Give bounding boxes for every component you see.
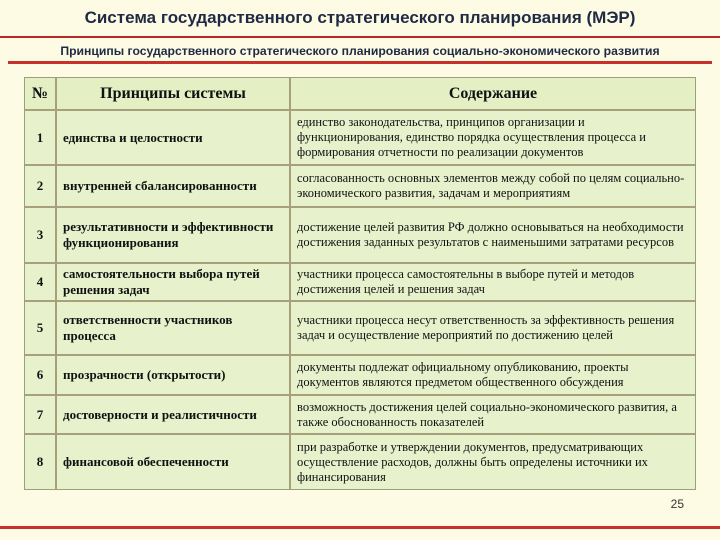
row-number: 7 <box>25 396 57 433</box>
row-principle: достоверности и реалистичности <box>57 396 291 433</box>
row-principle: прозрачности (открытости) <box>57 356 291 394</box>
row-number: 5 <box>25 302 57 354</box>
row-number: 3 <box>25 208 57 262</box>
row-principle: ответственности участников процесса <box>57 302 291 354</box>
row-number: 4 <box>25 264 57 300</box>
table-row <box>25 356 695 396</box>
table-row <box>25 208 695 264</box>
row-content: при разработке и утверждении документов, предусматривающих осуществление расходов, должны быть определены источники их финансирования <box>297 439 648 484</box>
row-content: документы подлежат официальному опубликованию, проекты документов являются предметом общественного обсуждения <box>297 360 629 389</box>
row-principle: результативности и эффективности функционирования <box>57 208 291 262</box>
table-row <box>25 435 695 489</box>
table-row <box>25 264 695 302</box>
slide-title: Система государственного стратегического планирования (МЭР) <box>84 8 636 27</box>
row-principle: единства и целостности <box>57 111 291 164</box>
header-principle: Принципы системы <box>57 78 291 109</box>
title-underline <box>0 36 720 38</box>
row-content: единство законодательства, принципов организации и функционирования, единство порядка осуществления процесса и формирования отчетности по реализации документов <box>297 115 646 159</box>
subtitle-underline <box>8 61 712 64</box>
row-content: согласованность основных элементов между собой по целям социально-экономического развития, задачам и мероприятиям <box>297 171 685 200</box>
row-principle: самостоятельности выбора путей решения задач <box>57 264 291 300</box>
row-number: 8 <box>25 435 57 489</box>
table-header-row <box>25 78 695 111</box>
row-content: достижение целей развития РФ должно основываться на необходимости достижения заданных результатов с наименьшими затратами ресурсов <box>297 220 684 249</box>
row-principle: внутренней сбалансированности <box>57 166 291 206</box>
header-content: Содержание <box>448 84 538 102</box>
slide-subtitle: Принципы государственного стратегического планирования социально-экономического развития <box>60 44 660 58</box>
bottom-rule <box>0 526 720 529</box>
table-row <box>25 166 695 208</box>
table-row <box>25 302 695 356</box>
header-num: № <box>25 78 57 109</box>
page-number: 25 <box>670 497 684 511</box>
row-principle: финансовой обеспеченности <box>57 435 291 489</box>
row-content: участники процесса самостоятельны в выборе путей и методов достижения целей и решения задач <box>297 267 635 296</box>
row-number: 2 <box>25 166 57 206</box>
principles-table <box>24 77 696 490</box>
table-row <box>25 396 695 435</box>
row-number: 6 <box>25 356 57 394</box>
row-number: 1 <box>25 111 57 164</box>
table-row <box>25 111 695 166</box>
row-content: возможность достижения целей социально-экономического развития, а также обоснованность показателей <box>297 399 677 429</box>
row-content: участники процесса несут ответственность за эффективность решения задач и осуществление мероприятий по достижению целей <box>297 313 675 342</box>
